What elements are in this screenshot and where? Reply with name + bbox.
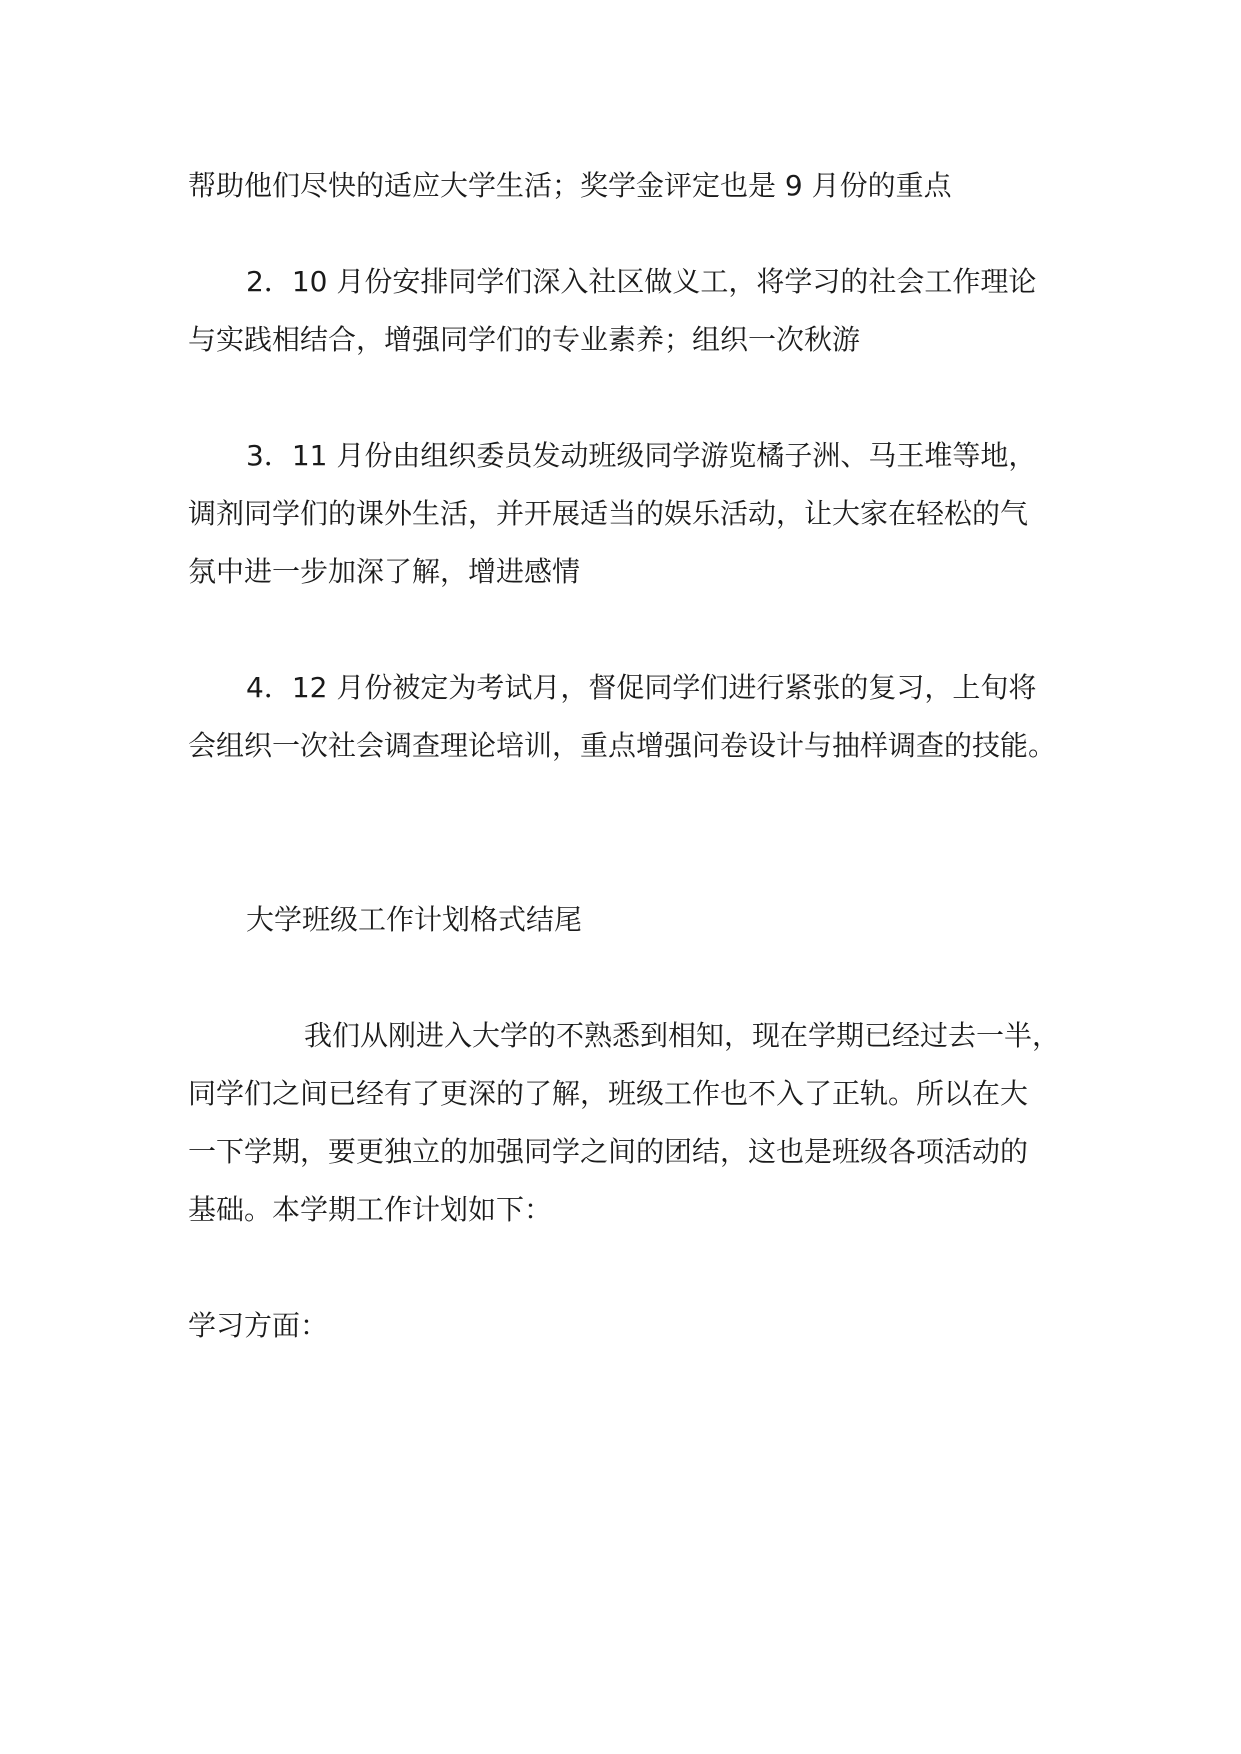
- subheading-study: 学习方面：: [188, 1309, 329, 1342]
- text-line: 同学们之间已经有了更深的了解，班级工作也不入了正轨。所以在大: [188, 1077, 1029, 1110]
- paragraph-line: 我们从刚进入大学的不熟悉到相知，现在学期已经过去一半，: [304, 1019, 1061, 1052]
- text-line: 调剂同学们的课外生活，并开展适当的娱乐活动，让大家在轻松的气: [188, 497, 1029, 530]
- list-item-4-line: 4．12 月份被定为考试月，督促同学们进行紧张的复习，上旬将: [246, 671, 1037, 704]
- section-heading: 大学班级工作计划格式结尾: [246, 903, 583, 936]
- text-line: 与实践相结合，增强同学们的专业素养；组织一次秋游: [188, 323, 861, 356]
- list-item-3-line: 3．11 月份由组织委员发动班级同学游览橘子洲、马王堆等地，: [246, 439, 1037, 472]
- text-line: 帮助他们尽快的适应大学生活；奖学金评定也是 9 月份的重点: [188, 169, 952, 202]
- text-line: 会组织一次社会调查理论培训，重点增强问卷设计与抽样调查的技能。: [188, 729, 1057, 762]
- text-line: 一下学期，要更独立的加强同学之间的团结，这也是班级各项活动的: [188, 1135, 1029, 1168]
- text-line: 氛中进一步加深了解，增进感情: [188, 555, 581, 588]
- text-line: 基础。本学期工作计划如下：: [188, 1193, 553, 1226]
- list-item-2-line: 2．10 月份安排同学们深入社区做义工，将学习的社会工作理论: [246, 265, 1037, 298]
